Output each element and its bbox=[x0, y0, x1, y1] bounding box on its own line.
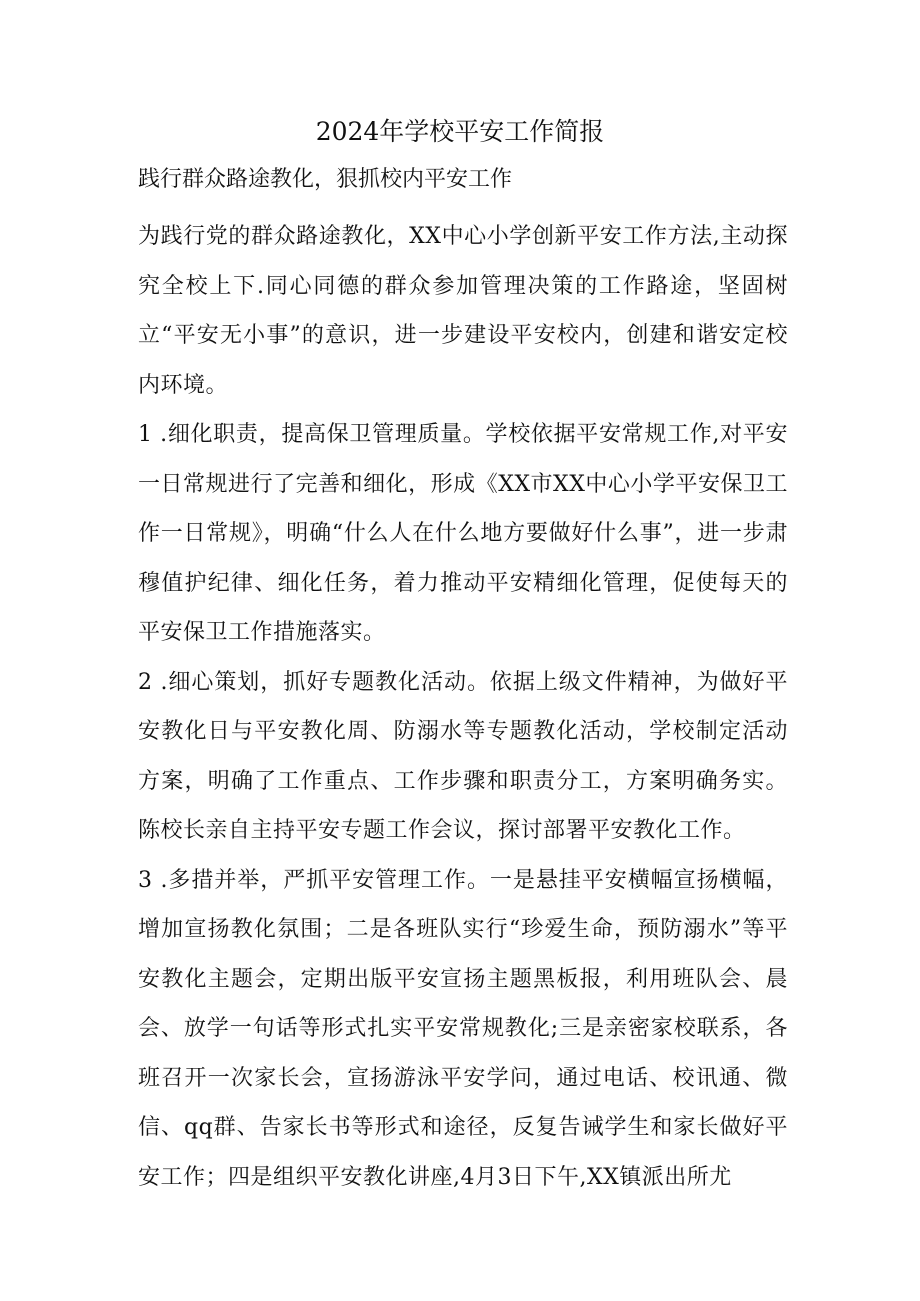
paragraph-item-3: 3 .多措并举，严抓平安管理工作。一是悬挂平安横幅宣扬横幅，增加宣扬教化氛围；二是各班队实行“珍爱生命，预防溺水”等平安教化主题会，定期出版平安宣扬主题黑板报，利用班队会、晨会、放学一句话等形式扎实平安常规教化;三是亲密家校联系，各班召开一次家长会，宣扬游泳平安学问，通过电话、校讯通、微信、qq群、告家长书等形式和途径，反复告诫学生和家长做好平安工作；四是组织平安教化讲座,4月3日下午,XX镇派出所尤 bbox=[138, 867, 788, 1190]
document-title: 2024年学校平安工作简报 bbox=[315, 117, 605, 146]
document-body bbox=[138, 212, 788, 1202]
paragraph-item-2: 2 .细心策划，抓好专题教化活动。依据上级文件精神，为做好平安教化日与平安教化周、防溺水等专题教化活动，学校制定活动方案，明确了工作重点、工作步骤和职责分工，方案明确务实。陈校长亲自主持平安专题工作会议，探讨部署平安教化工作。 bbox=[138, 669, 788, 843]
document-subtitle: 践行群众路途教化，狠抓校内平安工作 bbox=[138, 167, 513, 192]
paragraph-intro: 为践行党的群众路途教化，XX中心小学创新平安工作方法,主动探究全校上下.同心同德的群众参加管理决策的工作路途，坚固树立“平安无小事”的意识，进一步建设平安校内，创建和谐安定校内环境。 bbox=[138, 224, 788, 398]
paragraph-item-1: 1 .细化职责，提高保卫管理质量。学校依据平安常规工作,对平安一日常规进行了完善和细化，形成《XX市XX中心小学平安保卫工作一日常规》，明确“什么人在什么地方要做好什么事”，进一步肃穆值护纪律、细化任务，着力推动平安精细化管理，促使每天的平安保卫工作措施落实。 bbox=[138, 422, 788, 645]
